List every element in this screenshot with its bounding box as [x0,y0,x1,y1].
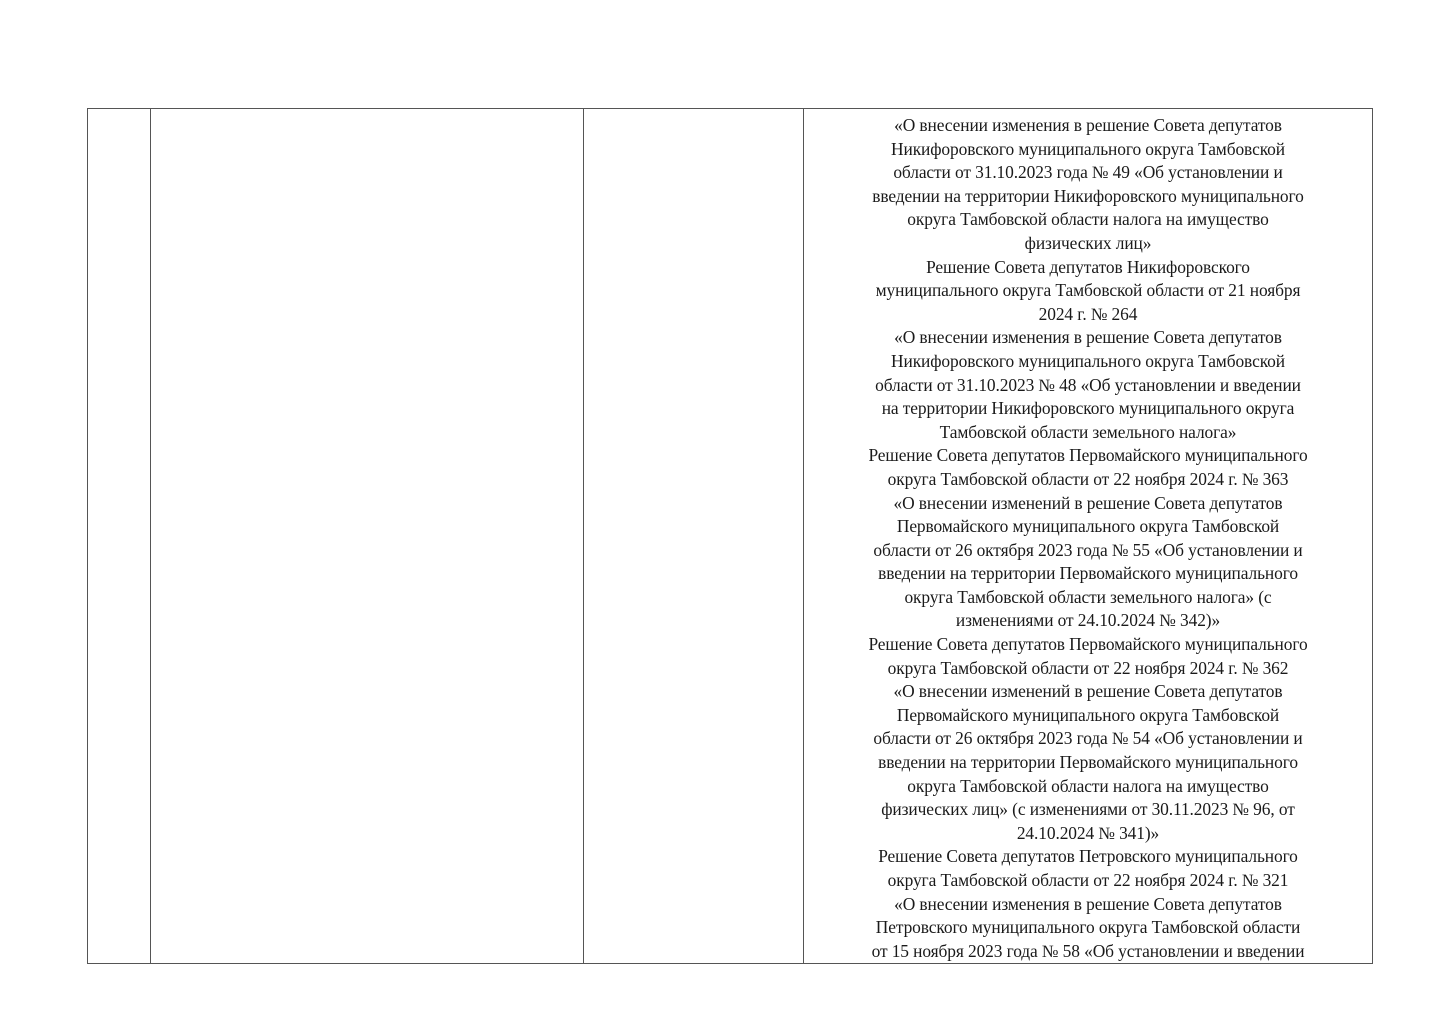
text-line: Тамбовской области земельного налога» [939,421,1237,442]
text-line: округа Тамбовской области от 22 ноября 2024 г. № 363 [887,468,1289,489]
text-line: Петровского муниципального округа Тамбовской области [875,917,1301,938]
cell-empty-2 [151,109,584,964]
text-line: округа Тамбовской области от 22 ноября 2024 г. № 321 [887,870,1289,890]
text-line: «О внесении изменения в решение Совета депутатов [894,327,1282,348]
text-line: области от 26 октября 2023 года № 54 «Об установлении и [873,728,1303,749]
text-line: физических лиц» (с изменениями от 30.11.2023 № 96, от [881,799,1295,820]
cell-legal-acts [804,109,1373,964]
cell-number [88,109,151,964]
text-line: изменениями от 24.10.2024 № 342)» [955,610,1221,631]
text-line: области от 26 октября 2023 года № 55 «Об установлении и [873,539,1303,560]
text-line: введении на территории Никифоровского муниципального [872,185,1304,206]
text-line: Решение Совета депутатов Петровского муниципального [878,846,1298,867]
text-line: округа Тамбовской области земельного налога» (с [904,586,1272,607]
text-line: округа Тамбовской области от 22 ноября 2024 г. № 362 [887,657,1289,678]
text-line: Никифоровского муниципального округа Тамбовской [891,350,1285,371]
text-line: округа Тамбовской области налога на имущество [907,775,1269,796]
table-row [88,109,1373,964]
text-line: области от 31.10.2023 года № 49 «Об установлении и [893,162,1283,183]
text-line: 2024 г. № 264 [1038,303,1138,324]
text-line: на территории Никифоровского муниципального округа [881,398,1295,419]
text-line: Никифоровского муниципального округа Тамбовской [891,138,1285,159]
cell-empty-3 [584,109,804,964]
text-line: «О внесении изменений в решение Совета депутатов [893,681,1283,702]
text-line: муниципального округа Тамбовской области от 21 ноября [875,280,1301,301]
text-line: введении на территории Первомайского муниципального [878,752,1298,773]
text-line: округа Тамбовской области налога на имущество [907,209,1269,230]
text-line: Решение Совета депутатов Первомайского муниципального [868,445,1308,466]
text-line: Первомайского муниципального округа Тамбовской [896,704,1280,725]
text-line: 24.10.2024 № 341)» [1016,822,1160,843]
text-line: «О внесении изменения в решение Совета депутатов [894,115,1282,135]
text-line: Решение Совета депутатов Никифоровского [926,256,1250,277]
text-line: области от 31.10.2023 № 48 «Об установлении и введении [875,374,1301,395]
text-line: «О внесении изменения в решение Совета депутатов [894,893,1282,914]
text-line: введении на территории Первомайского муниципального [878,563,1298,584]
document-table [87,108,1373,964]
text-line: Первомайского муниципального округа Тамбовской [896,516,1280,537]
text-line: физических лиц» [1024,232,1152,253]
text-line: «О внесении изменений в решение Совета депутатов [893,492,1283,513]
text-line: Решение Совета депутатов Первомайского муниципального [868,634,1308,655]
text-line: от 15 ноября 2023 года № 58 «Об установлении и введении [871,940,1305,961]
